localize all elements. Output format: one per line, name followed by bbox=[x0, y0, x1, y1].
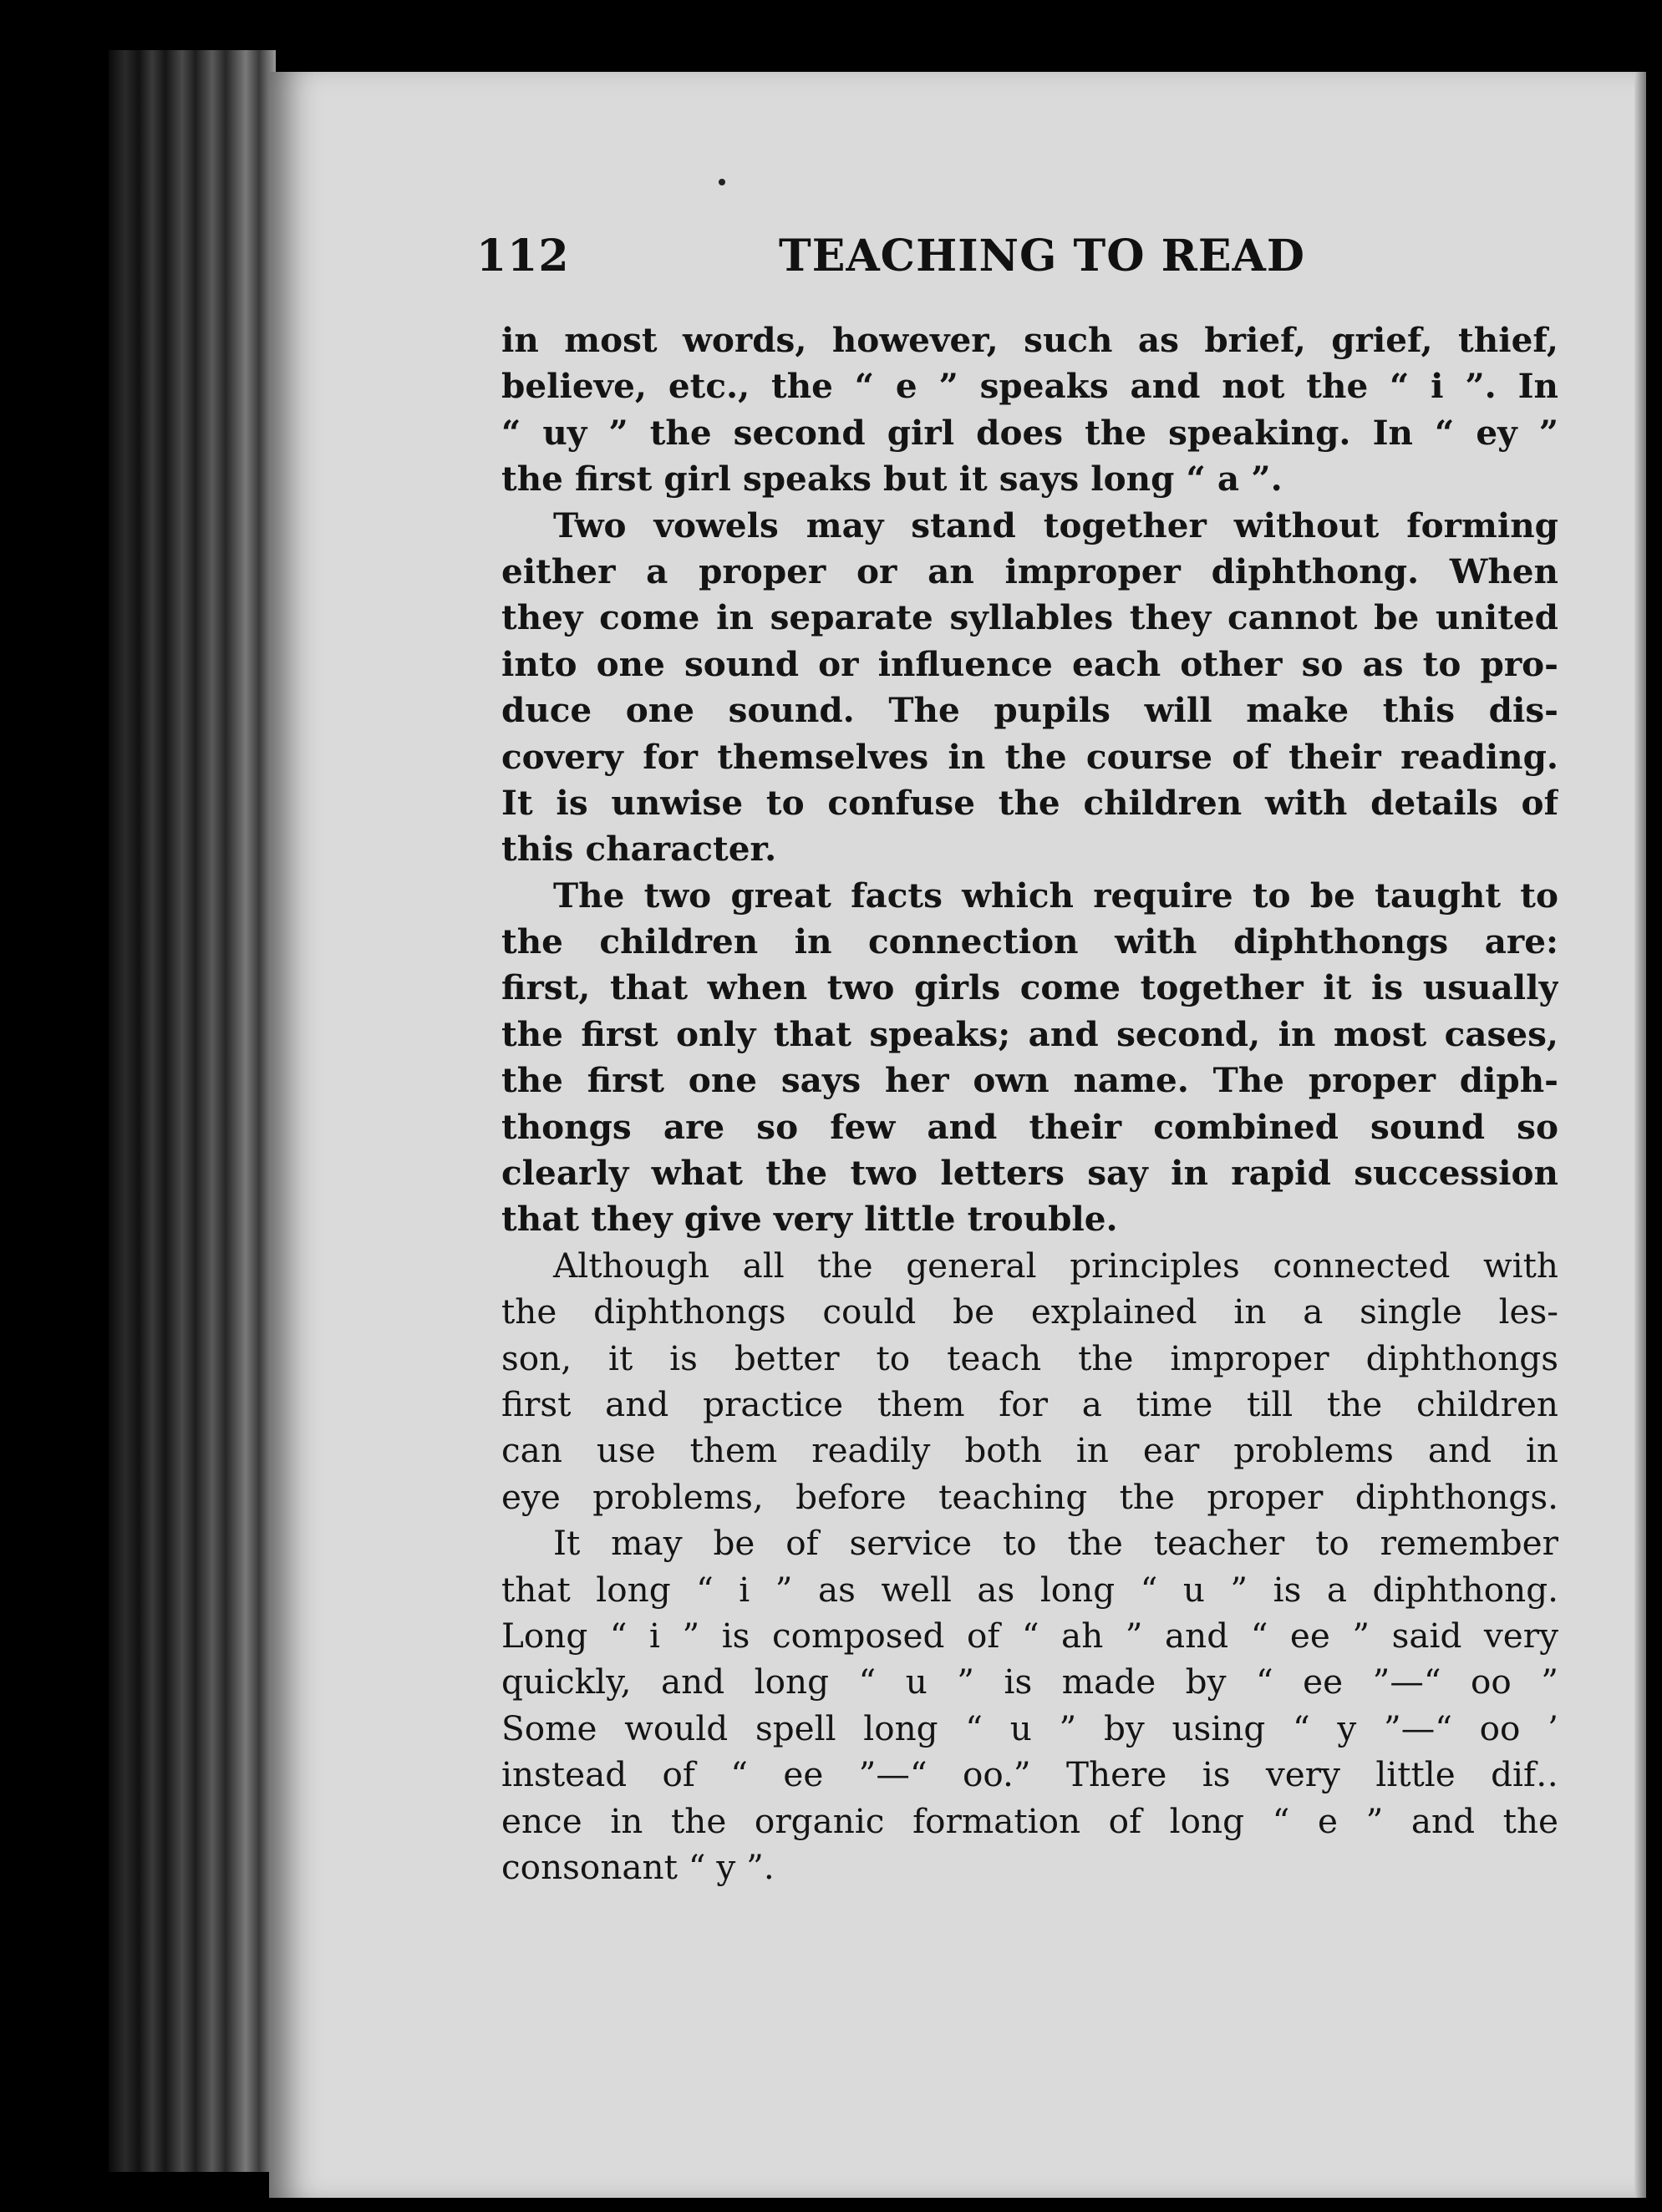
text-line: covery for themselves in the course of their reading. bbox=[501, 736, 1558, 777]
text-line: the first girl speaks but it says long “ a ”. bbox=[501, 459, 1283, 500]
text-line: Long “ i ” is composed of “ ah ” and “ ee ” said very bbox=[501, 1615, 1558, 1656]
text-line: either a proper or an improper diphthong. When bbox=[501, 550, 1558, 591]
text-line: consonant “ y ”. bbox=[501, 1846, 775, 1887]
text-line: clearly what the two letters say in rapid succession bbox=[501, 1153, 1558, 1194]
paragraph-first-line: Although all the general principles connected with bbox=[553, 1245, 1558, 1286]
text-line: that long “ i ” as well as long “ u ” is a diphthong. bbox=[501, 1569, 1558, 1610]
running-title: TEACHING TO READ bbox=[779, 231, 1305, 282]
page-edge bbox=[1634, 72, 1646, 2198]
speck-mark bbox=[719, 179, 725, 185]
text-line: eye problems, before teaching the proper diphthongs. bbox=[501, 1476, 1558, 1517]
text-line: “ uy ” the second girl does the speaking. In “ ey ” bbox=[501, 412, 1558, 453]
text-line: ence in the organic formation of long “ e ” and the bbox=[501, 1800, 1558, 1841]
text-line: they come in separate syllables they cannot be united bbox=[501, 597, 1558, 638]
page-number: 112 bbox=[476, 231, 570, 282]
text-line: the diphthongs could be explained in a single les- bbox=[501, 1291, 1558, 1332]
text-line: this character. bbox=[501, 829, 777, 870]
body-text bbox=[501, 317, 1558, 1890]
text-line: in most words, however, such as brief, grief, thief, bbox=[501, 320, 1558, 360]
book-spine bbox=[109, 50, 276, 2172]
text-line: son, it is better to teach the improper diphthongs bbox=[501, 1337, 1558, 1378]
paragraph-first-line: Two vowels may stand together without forming bbox=[553, 505, 1558, 545]
text-line: quickly, and long “ u ” is made by “ ee ”—“ oo ” bbox=[501, 1662, 1558, 1702]
paragraph-first-line: The two great facts which require to be taught to bbox=[553, 875, 1558, 916]
text-line: Some would spell long “ u ” by using “ y ”—“ oo ’ bbox=[501, 1707, 1558, 1748]
text-line: thongs are so few and their combined sound so bbox=[501, 1106, 1558, 1147]
text-line: duce one sound. The pupils will make this dis- bbox=[501, 690, 1558, 731]
text-line: the children in connection with diphthongs are: bbox=[501, 921, 1558, 962]
text-line: into one sound or influence each other so as to pro- bbox=[501, 643, 1558, 684]
text-line: the first one says her own name. The proper diph- bbox=[501, 1060, 1558, 1101]
text-line: It is unwise to confuse the children with details of bbox=[501, 782, 1558, 823]
text-line: instead of “ ee ”—“ oo.” There is very little dif‥ bbox=[501, 1754, 1558, 1795]
text-line: that they give very little trouble. bbox=[501, 1199, 1118, 1240]
text-line: first and practice them for a time till the children bbox=[501, 1383, 1558, 1424]
paragraph-first-line: It may be of service to the teacher to remember bbox=[553, 1523, 1558, 1564]
text-line: the first only that speaks; and second, in most cases, bbox=[501, 1013, 1558, 1054]
text-line: first, that when two girls come together it is usually bbox=[501, 967, 1558, 1008]
text-line: can use them readily both in ear problems and in bbox=[501, 1430, 1558, 1471]
text-line: believe, etc., the “ e ” speaks and not the “ i ”. In bbox=[501, 366, 1558, 407]
